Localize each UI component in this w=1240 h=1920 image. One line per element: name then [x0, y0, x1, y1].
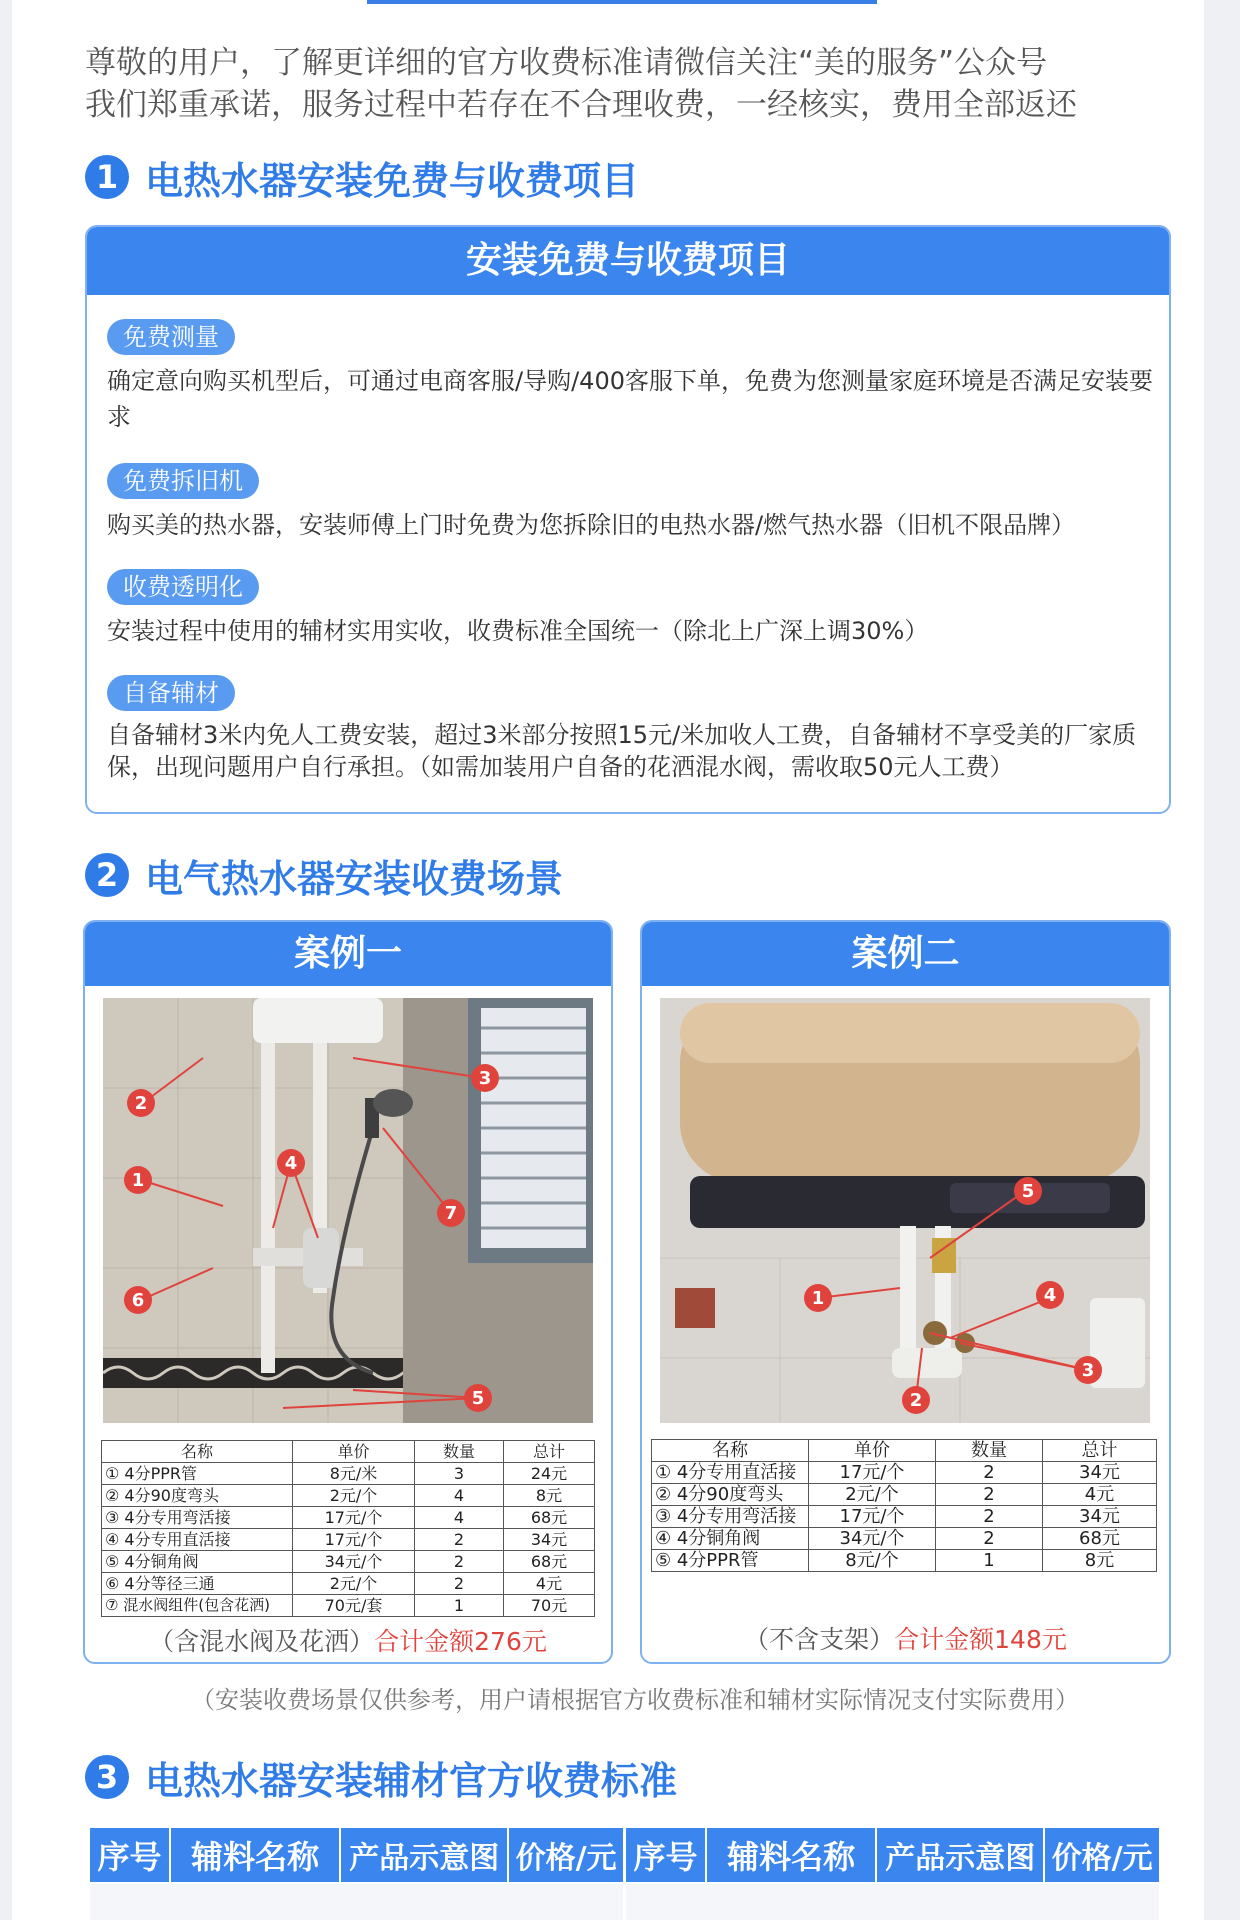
section-2-number: 2: [85, 853, 129, 897]
section-1-title: 电热水器安装免费与收费项目: [145, 158, 640, 203]
case-1-note: （含混水阀及花洒）: [149, 1627, 375, 1656]
case-1-marker-6: 6: [131, 1290, 145, 1311]
col-header-index: 序号: [90, 1828, 171, 1882]
cell-total: 34元: [1043, 1462, 1157, 1484]
case-1-photo: [103, 998, 593, 1423]
notice-line-1: 尊敬的用户，了解更详细的官方收费标准请微信关注“美的服务”公众号: [85, 45, 1048, 81]
item-free-removal: [107, 463, 1155, 543]
table-row: [102, 1595, 595, 1617]
cell-price: 8元/米: [293, 1463, 415, 1485]
case-2-marker-2: 2: [909, 1390, 923, 1411]
cell-price: 70元/套: [293, 1595, 415, 1617]
cell-total: 70元: [504, 1595, 595, 1617]
cell-total: 24元: [504, 1463, 595, 1485]
case-1-marker-7: 7: [444, 1203, 458, 1224]
cell-total: 4元: [1043, 1484, 1157, 1506]
notice: [85, 42, 1185, 126]
page: [12, 0, 1204, 1920]
cell-price: 34元/个: [809, 1528, 936, 1550]
item-text-own-materials: 自备辅材3米内免人工费安装，超过3米部分按照15元/米加收人工费，自备辅材不享受美的厂家质保，出现问题用户自行承担。（如需加装用户自备的花洒混水阀，需收取50元人工费）: [107, 721, 1137, 781]
case-1-marker-1: 1: [131, 1170, 145, 1191]
case-2-table: [651, 1439, 1157, 1572]
case-1-total: [85, 1622, 611, 1658]
fees-box-title: 安装免费与收费项目: [87, 227, 1169, 295]
col-header-total: 总计: [1043, 1440, 1157, 1462]
case-1-marker-4: 4: [284, 1153, 298, 1174]
tag-free-measure: 免费测量: [107, 319, 235, 355]
case-1-marker-3: 3: [478, 1068, 492, 1089]
case-1-marker-5: 5: [471, 1388, 485, 1409]
cell-name: ① 4分PPR管: [102, 1463, 293, 1485]
cell-name: ④ 4分专用直活接: [102, 1529, 293, 1551]
cell-qty: 4: [415, 1485, 504, 1507]
cell-name: ① 4分专用直活接: [652, 1462, 809, 1484]
cell-name: ⑤ 4分铜角阀: [102, 1551, 293, 1573]
col-header-unit-price: 单价: [293, 1441, 415, 1463]
cell-qty: 3: [415, 1463, 504, 1485]
case-2-photo: [660, 998, 1150, 1423]
item-transparent-fee: [107, 569, 1155, 649]
item-text-free-removal: 购买美的热水器，安装师傅上门时免费为您拆除旧的电热水器/燃气热水器（旧机不限品牌）: [107, 511, 1076, 539]
cell-qty: 2: [415, 1529, 504, 1551]
cell-qty: 2: [415, 1573, 504, 1595]
case-2-total: [642, 1620, 1169, 1656]
table-row: [102, 1507, 595, 1529]
section-3-number: 3: [85, 1755, 129, 1799]
col-header-price: 价格/元: [515, 1841, 617, 1876]
cell-name: ② 4分90度弯头: [652, 1484, 809, 1506]
standards-table-header-right: [626, 1828, 1159, 1882]
cell-price: 34元/个: [293, 1551, 415, 1573]
standards-table-row-peek-right: [626, 1884, 1159, 1920]
fees-box: [85, 225, 1171, 814]
standards-table-row-peek-left: [90, 1884, 623, 1920]
case-2-note: （不含支架）: [744, 1625, 895, 1654]
section-3-heading: [85, 1752, 677, 1802]
top-accent-bar: [367, 0, 877, 4]
table-row: [652, 1484, 1157, 1506]
cell-qty: 2: [936, 1528, 1043, 1550]
cell-name: ③ 4分专用弯活接: [652, 1506, 809, 1528]
table-header: [652, 1440, 1157, 1462]
case-1-title: 案例一: [85, 922, 611, 986]
cell-price: 2元/个: [293, 1573, 415, 1595]
cell-qty: 1: [936, 1550, 1043, 1572]
case-2-marker-5: 5: [1021, 1181, 1035, 1202]
tag-free-removal: 免费拆旧机: [107, 463, 259, 499]
item-own-materials: [107, 675, 1155, 783]
cell-qty: 2: [415, 1551, 504, 1573]
case-1-total-amount: 合计金额276元: [374, 1627, 547, 1656]
case-2-title: 案例二: [642, 922, 1169, 986]
cell-price: 8元/个: [809, 1550, 936, 1572]
cell-total: 68元: [504, 1507, 595, 1529]
col-header-qty: 数量: [936, 1440, 1043, 1462]
table-row: [652, 1462, 1157, 1484]
case-1-table: [101, 1440, 595, 1617]
case-1-marker-2: 2: [134, 1093, 148, 1114]
col-header-qty: 数量: [415, 1441, 504, 1463]
cell-total: 8元: [504, 1485, 595, 1507]
cell-name: ⑤ 4分PPR管: [652, 1550, 809, 1572]
cell-qty: 2: [936, 1462, 1043, 1484]
col-header-name: 名称: [652, 1440, 809, 1462]
cell-total: 4元: [504, 1573, 595, 1595]
cell-total: 68元: [1043, 1528, 1157, 1550]
col-header-unit-price: 单价: [809, 1440, 936, 1462]
col-header-name: 名称: [102, 1441, 293, 1463]
cell-price: 2元/个: [293, 1485, 415, 1507]
cell-name: ⑦ 混水阀组件(包含花洒): [102, 1595, 293, 1617]
cell-price: 2元/个: [809, 1484, 936, 1506]
table-row: [102, 1529, 595, 1551]
scenario-footnote: （安装收费场景仅供参考，用户请根据官方收费标准和辅材实际情况支付实际费用）: [191, 1686, 1079, 1714]
table-row: [102, 1463, 595, 1485]
cell-name: ③ 4分专用弯活接: [102, 1507, 293, 1529]
cell-qty: 2: [936, 1484, 1043, 1506]
cell-total: 34元: [1043, 1506, 1157, 1528]
col-header-total: 总计: [504, 1441, 595, 1463]
case-1-card: [83, 920, 613, 1664]
cell-name: ④ 4分铜角阀: [652, 1528, 809, 1550]
section-3-title: 电热水器安装辅材官方收费标准: [145, 1758, 678, 1803]
col-header-price: 价格/元: [1051, 1841, 1153, 1876]
case-2-marker-4: 4: [1043, 1285, 1057, 1306]
cell-name: ② 4分90度弯头: [102, 1485, 293, 1507]
col-header-product-image: 产品示意图: [877, 1828, 1045, 1882]
case-2-total-amount: 合计金额148元: [894, 1625, 1067, 1654]
table-row: [652, 1550, 1157, 1572]
col-header-product-image: 产品示意图: [341, 1828, 509, 1882]
cell-price: 17元/个: [809, 1506, 936, 1528]
cell-price: 17元/个: [293, 1529, 415, 1551]
item-text-transparent-fee: 安装过程中使用的辅材实用实收，收费标准全国统一（除北上广深上调30%）: [107, 617, 929, 645]
cell-price: 17元/个: [293, 1507, 415, 1529]
table-row: [652, 1528, 1157, 1550]
section-2-title: 电气热水器安装收费场景: [145, 856, 564, 901]
cell-total: 68元: [504, 1551, 595, 1573]
section-1-heading: [85, 152, 639, 202]
table-row: [102, 1485, 595, 1507]
item-free-measure: [107, 319, 1155, 435]
cell-total: 34元: [504, 1529, 595, 1551]
cell-price: 17元/个: [809, 1462, 936, 1484]
case-2-marker-1: 1: [811, 1288, 825, 1309]
col-header-material-name: 辅料名称: [707, 1828, 877, 1882]
cell-qty: 2: [936, 1506, 1043, 1528]
section-2-heading: [85, 850, 563, 900]
table-row: [102, 1551, 595, 1573]
case-2-card: [640, 920, 1171, 1664]
cell-name: ⑥ 4分等径三通: [102, 1573, 293, 1595]
section-1-number: 1: [85, 155, 129, 199]
table-header: [102, 1441, 595, 1463]
table-row: [652, 1506, 1157, 1528]
cell-qty: 4: [415, 1507, 504, 1529]
item-text-free-measure: 确定意向购买机型后，可通过电商客服/导购/400客服下单，免费为您测量家庭环境是否满足安装要求: [107, 367, 1153, 431]
cell-total: 8元: [1043, 1550, 1157, 1572]
cell-qty: 1: [415, 1595, 504, 1617]
col-header-material-name: 辅料名称: [171, 1828, 341, 1882]
standards-table-header-left: [90, 1828, 623, 1882]
col-header-index: 序号: [626, 1828, 707, 1882]
tag-own-materials: 自备辅材: [107, 675, 235, 711]
table-row: [102, 1573, 595, 1595]
tag-transparent-fee: 收费透明化: [107, 569, 259, 605]
case-2-marker-3: 3: [1081, 1360, 1095, 1381]
notice-line-2: 我们郑重承诺，服务过程中若存在不合理收费，一经核实，费用全部返还: [85, 87, 1077, 123]
